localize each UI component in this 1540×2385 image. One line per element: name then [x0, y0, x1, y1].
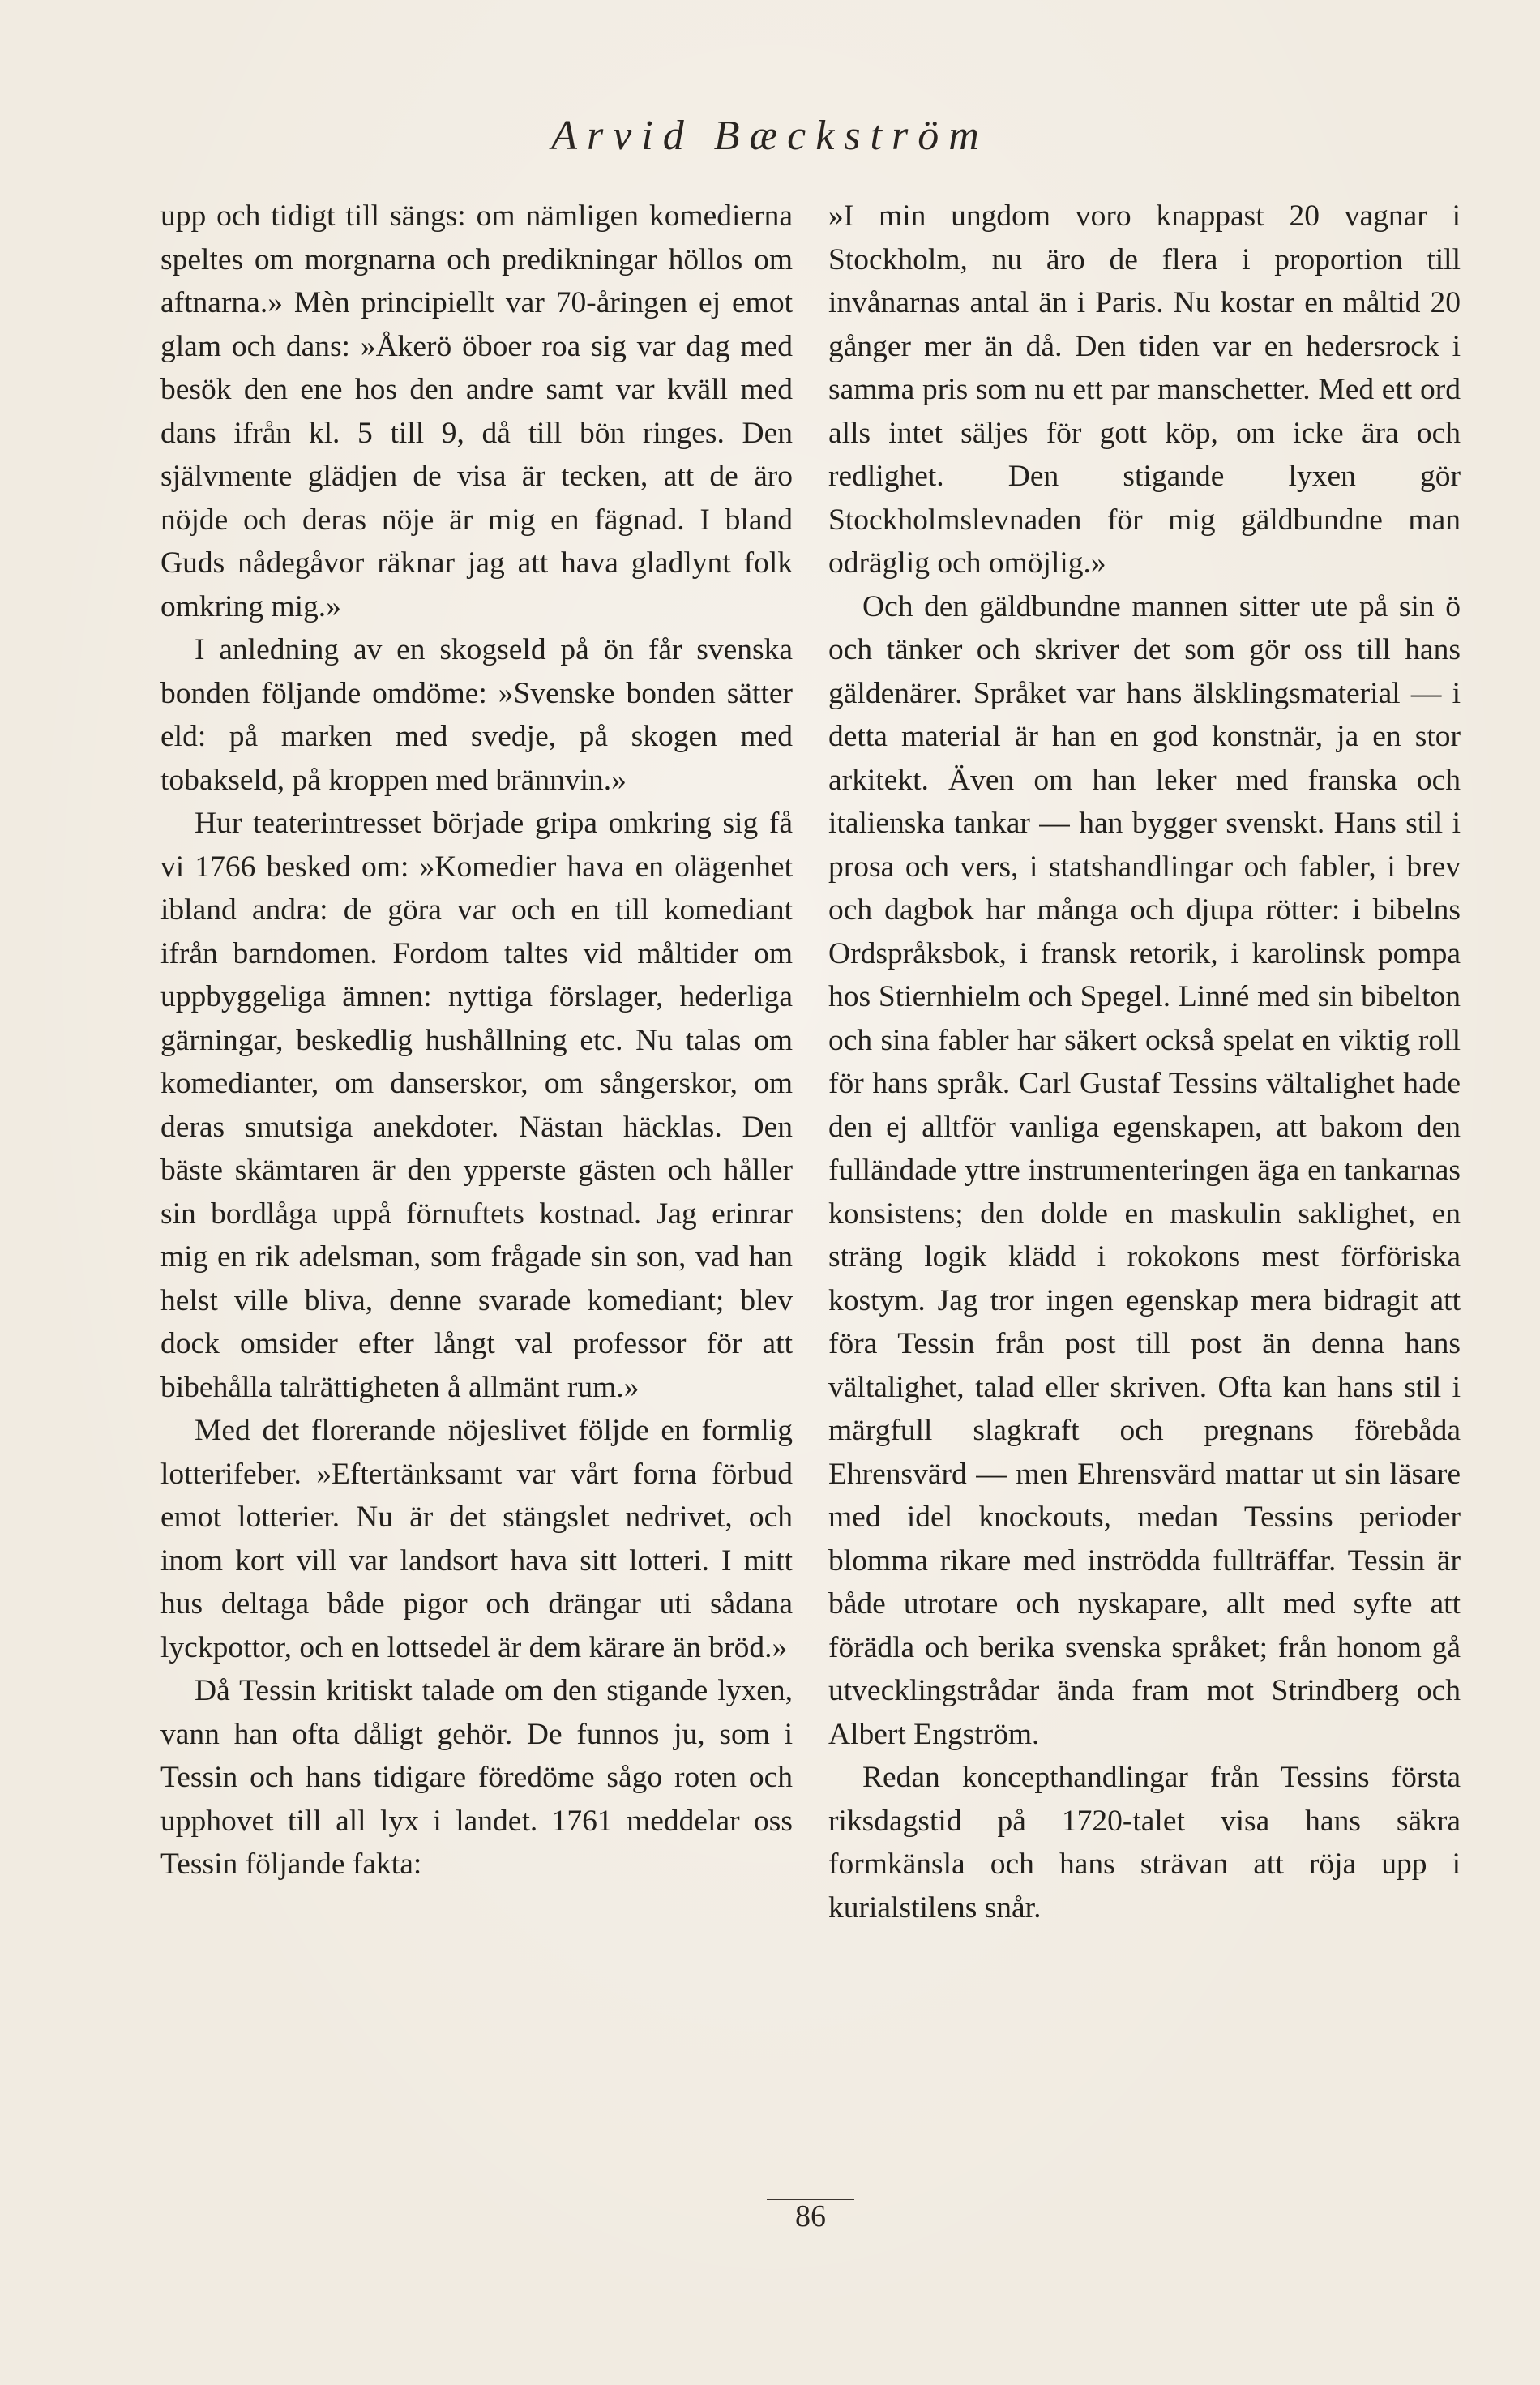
left-column — [160, 195, 793, 1886]
paragraph: I anledning av en skogseld på ön får svenska bonden följande omdöme: »Svenske bonden sätter eld: på marken med svedje, på skogen med tobakseld, på kroppen med brännvin.» — [160, 633, 793, 797]
page-number: 86 — [795, 2199, 826, 2233]
right-column — [828, 195, 1461, 1929]
paragraph: Och den gäldbundne mannen sitter ute på sin ö och tänker och skriver det som gör oss till hans gäldenärer. Språket var hans älsklingsmaterial — i detta material är han en god konstnär, ja en stor arkitekt. Även om han leker med franska och italienska tankar — han bygger svenskt. Hans stil i prosa och vers, i statshandlingar och fabler, i brev och dagbok har många och djupa rötter: i bibelns Ordspråksbok, i fransk retorik, i karolinsk pompa hos Stiernhielm och Spegel. Linné med sin bibelton och sina fabler har säkert också spelat en viktig roll för hans språk. Carl Gustaf Tessins vältalighet hade den ej alltför vanliga egenskapen, att bakom den fulländade yttre instrumenteringen äga en tankarnas konsistens; den dolde en maskulin saklighet, en sträng logik klädd i rokokons mest förföriska kostym. Jag tror ingen egenskap mera bidragit att föra Tessin från post till post än denna hans vältalighet, talad eller skriven. Ofta kan hans stil i märgfull slagkraft och pregnans förebåda Ehrensvärd — men Ehrensvärd mattar ut sin läsare med idel knockouts, medan Tessins perioder blomma rikare med inströdda fullträffar. Tessin är både utrotare och nyskapare, allt med syfte att förädla och berika svenska språket; från honom gå utvecklingstrådar ända fram mot Strindberg och Albert Engström. — [828, 589, 1461, 1751]
paragraph: Med det florerande nöjeslivet följde en formlig lotterifeber. »Eftertänksamt var vårt forna förbud emot lotterier. Nu är det stängslet nedrivet, och inom kort vill var landsort hava sitt lotteri. I mitt hus deltaga både pigor och drängar uti sådana lyckpottor, och en lottsedel är dem kärare än bröd.» — [160, 1414, 793, 1664]
paragraph: Hur teaterintresset började gripa omkring sig få vi 1766 besked om: »Komedier hava en olägenhet ibland andra: de göra var och en till komediant ifrån barndomen. Fordom taltes vid måltider om uppbyggeliga ämnen: nyttiga förslager, hederliga gärningar, beskedlig hushållning etc. Nu talas om komedianter, om danserskor, om sångerskor, om deras smutsiga anekdoter. Nästan häcklas. Den bäste skämtaren är den ypperste gästen och håller sin bordlåga uppå förnuftets kostnad. Jag erinrar mig en rik adelsman, som frågade sin son, vad han helst ville bliva, denne svarade komediant; blev dock omsider efter långt val professor för att bibehålla talrättigheten å allmänt rum.» — [160, 807, 793, 1404]
running-header: Arvid Bæckström — [551, 113, 989, 159]
paragraph: upp och tidigt till sängs: om nämligen komedierna speltes om morgnarna och predikningar höllos om aftnarna.» Mèn principiellt var 70-åringen ej emot glam och dans: »Åkerö öboer roa sig var dag med besök den ene hos den andre samt var kväll med dans ifrån kl. 5 till 9, då till bön ringes. Den självmente glädjen de visa är tecken, att de äro nöjde och deras nöje är mig en fägnad. I bland Guds nådegåvor räknar jag att hava gladlynt folk omkring mig.» — [160, 199, 793, 623]
paragraph: Då Tessin kritiskt talade om den stigande lyxen, vann han ofta dåligt gehör. De funnos ju, som i Tessin och hans tidigare föredöme sågo roten och upphovet till all lyx i landet. 1761 meddelar oss Tessin följande fakta: — [160, 1674, 793, 1881]
paragraph: »I min ungdom voro knappast 20 vagnar i Stockholm, nu äro de flera i proportion till invånarnas antal än i Paris. Nu kostar en måltid 20 gånger mer än då. Den tiden var en hedersrock i samma pris som nu ett par manschetter. Med ett ord alls intet säljes för gott köp, om icke ära och redlighet. Den stigande lyxen gör Stockholmslevnaden för mig gäldbundne man odräglig och omöjlig.» — [828, 199, 1461, 580]
paragraph: Redan koncepthandlingar från Tessins första riksdagstid på 1720-talet visa hans säkra formkänsla och hans strävan att röja upp i kurialstilens snår. — [828, 1761, 1461, 1925]
